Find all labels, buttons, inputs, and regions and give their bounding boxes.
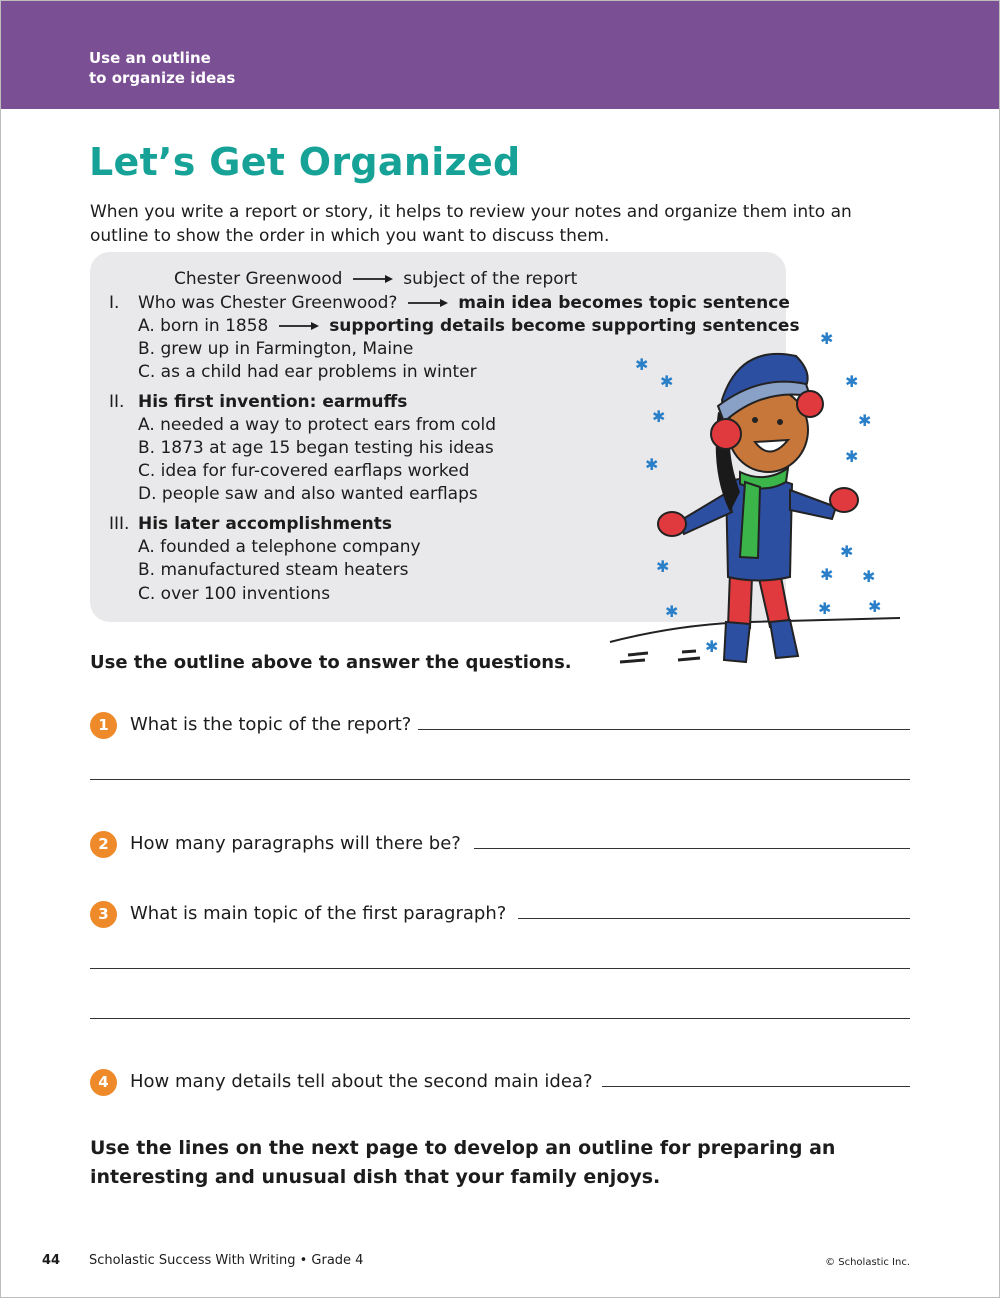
outline-section-heading (109, 513, 392, 536)
question-text: What is the topic of the report? (130, 714, 412, 735)
svg-text:✱: ✱ (705, 637, 719, 656)
section-heading-text: His later accomplishments (138, 514, 393, 534)
question-number-badge: 4 (90, 1069, 117, 1096)
page-number: 44 (42, 1253, 61, 1268)
section-heading-text: His first invention: earmuffs (138, 392, 408, 412)
section-numeral: III. (109, 514, 130, 534)
svg-text:✱: ✱ (652, 407, 666, 426)
svg-text:✱: ✱ (845, 372, 859, 391)
outline-item: B. grew up in Farmington, Maine (138, 339, 414, 359)
arrow-right-icon (352, 274, 394, 284)
question-text: How many details tell about the second main idea? (130, 1071, 593, 1092)
outline-item: C. over 100 inventions (138, 584, 331, 604)
svg-text:✱: ✱ (635, 355, 649, 374)
svg-text:✱: ✱ (868, 597, 882, 616)
svg-text:✱: ✱ (820, 565, 834, 584)
banner-text (89, 48, 235, 88)
questions-prompt: Use the outline above to answer the questions. (90, 652, 572, 673)
answer-line[interactable] (90, 1018, 910, 1019)
svg-text:✱: ✱ (665, 602, 679, 621)
page-title: Let’s Get Organized (89, 140, 521, 184)
svg-text:✱: ✱ (840, 542, 854, 561)
question-text: What is main topic of the first paragraph? (130, 903, 507, 924)
svg-text:✱: ✱ (660, 372, 674, 391)
outline-subject-line (174, 268, 577, 291)
question-3 (90, 901, 910, 931)
section-heading-text: Who was Chester Greenwood? (138, 293, 398, 313)
outline-subject: Chester Greenwood (174, 269, 343, 289)
outline-item: A. founded a telephone company (138, 537, 421, 557)
svg-text:✱: ✱ (820, 329, 834, 348)
question-number-badge: 1 (90, 712, 117, 739)
svg-text:✱: ✱ (645, 455, 659, 474)
section-heading-note: main idea becomes topic sentence (458, 293, 790, 313)
winter-child-illustration (600, 322, 910, 682)
svg-text:✱: ✱ (862, 567, 876, 586)
outline-item-text: A. born in 1858 (138, 316, 269, 336)
arrow-right-icon (407, 298, 449, 308)
answer-line[interactable] (90, 968, 910, 969)
closing-instruction: Use the lines on the next page to develop an outline for preparing an interesting and unusual dish that your family enjoys. (90, 1137, 836, 1188)
question-text: How many paragraphs will there be? (130, 833, 461, 854)
question-2 (90, 831, 910, 861)
banner-line-1: Use an outline (89, 49, 211, 67)
svg-text:✱: ✱ (858, 411, 872, 430)
outline-item: C. idea for fur-covered earflaps worked (138, 461, 470, 481)
intro-paragraph: When you write a report or story, it helps to review your notes and organize them into an outline to show the order in which you want to discuss them. (90, 202, 852, 246)
outline-item: B. 1873 at age 15 began testing his ideas (138, 438, 494, 458)
answer-line[interactable] (474, 848, 910, 849)
section-numeral: II. (109, 392, 125, 412)
answer-line[interactable] (602, 1086, 910, 1087)
outline-item: B. manufactured steam heaters (138, 560, 409, 580)
question-number-badge: 3 (90, 901, 117, 928)
outline-subject-note: subject of the report (403, 269, 578, 289)
answer-line[interactable] (418, 729, 910, 730)
question-4 (90, 1069, 910, 1099)
footer-copyright: © Scholastic Inc. (825, 1257, 910, 1268)
section-numeral: I. (109, 293, 120, 313)
answer-line[interactable] (518, 918, 910, 919)
outline-item: C. as a child had ear problems in winter (138, 362, 477, 382)
outline-section-heading (109, 292, 790, 315)
banner-line-2: to organize ideas (89, 69, 236, 87)
question-1 (90, 712, 910, 742)
answer-line[interactable] (90, 779, 910, 780)
outline-section-heading (109, 391, 407, 414)
outline-item: A. needed a way to protect ears from cold (138, 415, 497, 435)
arrow-right-icon (278, 321, 320, 331)
svg-text:✱: ✱ (818, 599, 832, 618)
outline-item-note: supporting details become supporting sentences (329, 316, 800, 336)
question-number-badge: 2 (90, 831, 117, 858)
outline-item: D. people saw and also wanted earflaps (138, 484, 478, 504)
svg-text:✱: ✱ (656, 557, 670, 576)
svg-text:✱: ✱ (845, 447, 859, 466)
footer-book-title: Scholastic Success With Writing • Grade 4 (89, 1253, 364, 1268)
